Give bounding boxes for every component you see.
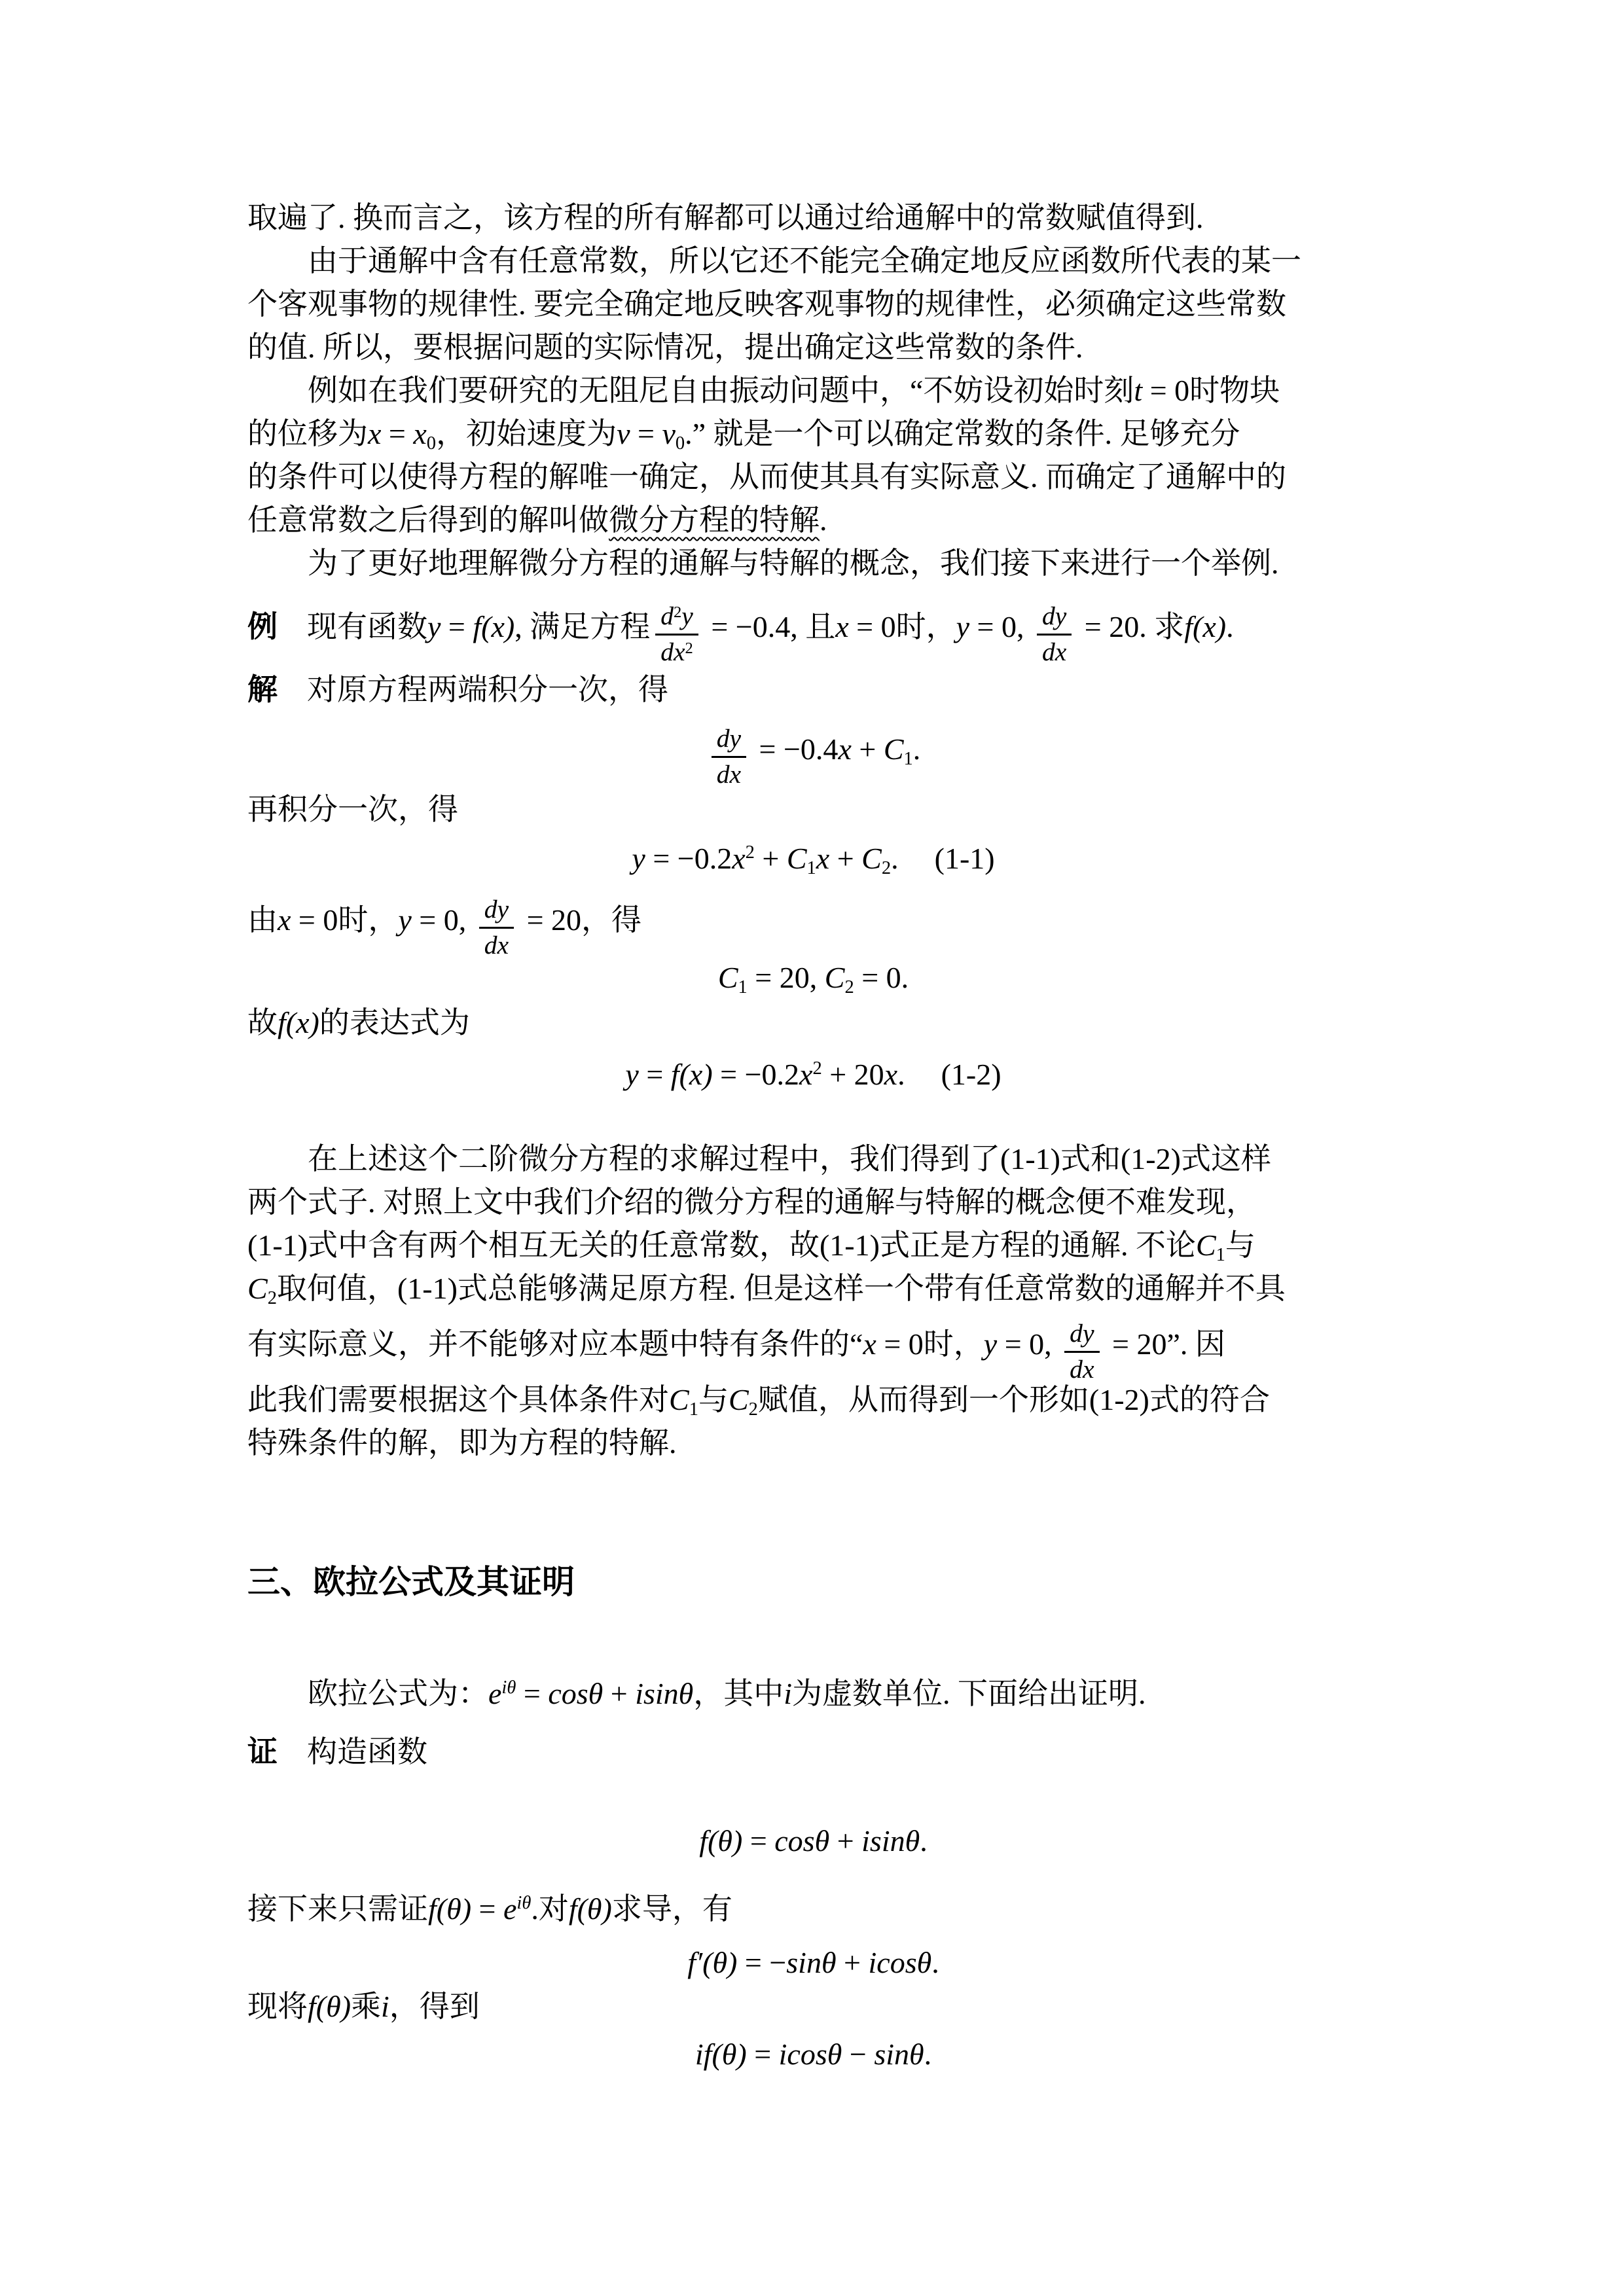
text-run: f(θ) bbox=[568, 1892, 612, 1926]
text-run: 取何值， bbox=[276, 1272, 397, 1305]
text-run: 2 bbox=[674, 603, 682, 622]
text-run: 式中含有两个相互无关的任意常数，故 bbox=[307, 1229, 820, 1262]
text-run: f(θ) bbox=[428, 1892, 472, 1926]
section-heading bbox=[247, 1559, 1379, 1605]
text-run: y bbox=[681, 601, 693, 631]
text-run: 式的符合 bbox=[1149, 1383, 1270, 1416]
fraction-denominator bbox=[712, 758, 746, 789]
text-run: + bbox=[603, 1677, 636, 1710]
text-run: 2 bbox=[881, 857, 892, 878]
equation-tag: (1-1) bbox=[934, 842, 995, 875]
text-run: dx bbox=[1041, 637, 1067, 666]
text-run: . bbox=[820, 503, 827, 537]
text-run: iθ bbox=[501, 1677, 516, 1698]
text-run: 2 bbox=[745, 842, 755, 863]
text-run: ，得到 bbox=[389, 1990, 480, 2023]
text-run: ” 就是一个可以确定常数的条件. 足够充分 bbox=[692, 417, 1240, 450]
text-run: 2 bbox=[267, 1287, 277, 1308]
text-line bbox=[247, 668, 1379, 711]
text-run: 2 bbox=[748, 1399, 758, 1420]
text-run: = 20 bbox=[519, 903, 582, 937]
text-run: y bbox=[632, 842, 645, 875]
text-run: 2 bbox=[812, 1058, 822, 1079]
text-run: dy bbox=[716, 724, 742, 753]
text-run: if(θ) bbox=[695, 2037, 747, 2071]
text-run: f′(θ) bbox=[687, 1946, 738, 1979]
text-line bbox=[247, 1730, 1379, 1773]
text-run: d bbox=[660, 601, 674, 631]
fraction bbox=[1064, 1320, 1099, 1383]
text-run: t bbox=[1134, 374, 1143, 407]
text-run: 2 bbox=[685, 639, 693, 657]
text-run: 特殊条件的解，即为方程的特解. bbox=[247, 1426, 677, 1460]
text-run: 时， bbox=[338, 903, 399, 937]
text-run: ，得 bbox=[581, 903, 642, 937]
text-run: . bbox=[924, 2037, 932, 2071]
text-run: 的位移为 bbox=[247, 417, 368, 450]
text-run: 任意常数之后得到的解叫做 bbox=[247, 503, 609, 537]
text-run: C bbox=[247, 1272, 268, 1305]
paragraph-label: 证 bbox=[247, 1734, 278, 1768]
equation-line bbox=[247, 954, 1379, 1001]
text-run: 求 bbox=[1154, 610, 1185, 643]
text-run: 时， bbox=[895, 610, 956, 643]
text-run: x bbox=[838, 732, 852, 766]
text-run: e bbox=[488, 1677, 502, 1710]
text-run: = 0. bbox=[854, 961, 909, 994]
paragraph-label: 例 bbox=[247, 609, 278, 643]
fraction-numerator bbox=[712, 725, 746, 758]
text-run: i bbox=[784, 1677, 793, 1710]
text-run: x bbox=[816, 842, 830, 875]
text-run: . bbox=[685, 417, 693, 450]
text-run: 式正是方程的通解. 不论 bbox=[879, 1229, 1196, 1262]
text-run: = bbox=[630, 417, 662, 450]
text-run: + bbox=[754, 842, 787, 875]
text-run: 为了更好地理解微分方程的通解与特解的概念，我们接下来进行一个举例. bbox=[308, 547, 1279, 580]
equation-line bbox=[247, 1941, 1379, 1985]
text-line bbox=[247, 1668, 1379, 1720]
text-run: 2 bbox=[844, 977, 854, 997]
text-line bbox=[247, 542, 1379, 585]
equation-tag: (1-2) bbox=[941, 1058, 1001, 1091]
text-run: 为虚数单位. 下面给出证明. bbox=[792, 1677, 1146, 1710]
text-run: C bbox=[824, 961, 845, 994]
text-line bbox=[247, 585, 1379, 668]
text-run: (1-1) bbox=[1000, 1142, 1060, 1175]
fraction-denominator bbox=[1037, 636, 1072, 666]
text-run: 的表达式为 bbox=[319, 1006, 470, 1039]
text-run: cosθ bbox=[774, 1824, 830, 1857]
text-line bbox=[247, 1181, 1379, 1224]
text-run: 乘 bbox=[351, 1990, 382, 2023]
text-line bbox=[247, 1378, 1379, 1422]
text-run: = 20, bbox=[747, 961, 825, 994]
text-run: 三、欧拉公式及其证明 bbox=[247, 1564, 575, 1600]
text-run: . bbox=[931, 1946, 939, 1979]
text-run: x bbox=[368, 417, 382, 450]
text-run: + bbox=[829, 1824, 862, 1857]
fraction bbox=[655, 603, 698, 666]
text-line bbox=[247, 326, 1379, 369]
equation-line bbox=[247, 1045, 1379, 1105]
text-run: = bbox=[471, 1892, 503, 1926]
text-run: y bbox=[427, 610, 441, 643]
text-run: 1 bbox=[1216, 1244, 1225, 1265]
text-run: C bbox=[717, 961, 738, 994]
text-line bbox=[247, 196, 1379, 240]
text-line bbox=[247, 412, 1379, 456]
fraction-numerator bbox=[655, 603, 698, 636]
text-line bbox=[247, 240, 1379, 283]
text-run: iθ bbox=[516, 1893, 532, 1914]
text-run: 例如在我们要研究的无阻尼自由振动问题中，“不妨设初始时刻 bbox=[308, 374, 1134, 407]
text-run: = bbox=[638, 1058, 671, 1091]
equation-line bbox=[247, 831, 1379, 886]
text-run: y bbox=[398, 903, 412, 937]
text-run: (1-1) bbox=[819, 1229, 880, 1262]
text-run: 现将 bbox=[247, 1990, 308, 2023]
text-run: 欧拉公式为： bbox=[308, 1677, 488, 1710]
text-run: dx bbox=[660, 637, 685, 666]
text-run: x bbox=[732, 842, 746, 875]
text-run: = 0, bbox=[997, 1327, 1060, 1361]
text-run: . bbox=[891, 842, 899, 875]
text-line bbox=[247, 283, 1379, 326]
text-run: 与 bbox=[1225, 1229, 1255, 1262]
text-run: 有实际意义，并不能够对应本题中特有条件的“ bbox=[247, 1327, 863, 1361]
text-run: . bbox=[531, 1892, 539, 1926]
text-run: = bbox=[742, 1824, 775, 1857]
text-run: C bbox=[728, 1383, 749, 1416]
text-run: = 20 bbox=[1104, 1327, 1167, 1361]
text-run: 取遍了. 换而言之，该方程的所有解都可以通过给通解中的常数赋值得到. bbox=[247, 201, 1204, 234]
text-run: 再积分一次，得 bbox=[247, 793, 458, 826]
text-run: = 0 bbox=[848, 610, 896, 643]
equation-line bbox=[247, 1810, 1379, 1873]
text-run: 求导，有 bbox=[611, 1892, 732, 1926]
text-run: y bbox=[983, 1327, 998, 1361]
text-run: v bbox=[617, 417, 630, 450]
text-run: C bbox=[669, 1383, 689, 1416]
fraction bbox=[712, 725, 746, 788]
text-run: isinθ bbox=[635, 1677, 694, 1710]
fraction bbox=[479, 896, 514, 959]
text-run: = 0 bbox=[876, 1327, 924, 1361]
text-run: = bbox=[441, 610, 473, 643]
text-line bbox=[247, 1985, 1379, 2028]
text-run: 0 bbox=[426, 433, 437, 454]
text-run: 式和 bbox=[1060, 1142, 1121, 1175]
text-run: = −0.4, bbox=[703, 610, 806, 643]
text-run: C bbox=[786, 842, 807, 875]
text-run: 1 bbox=[738, 977, 748, 997]
text-run: x bbox=[799, 1058, 813, 1091]
text-line bbox=[247, 1138, 1379, 1181]
text-run: + bbox=[829, 842, 862, 875]
text-run: 式这样 bbox=[1180, 1142, 1271, 1175]
text-run: . bbox=[897, 1058, 905, 1091]
text-run: i bbox=[381, 1990, 389, 2023]
text-run: + 20 bbox=[821, 1058, 884, 1091]
text-run: = −0.2 bbox=[645, 842, 732, 875]
text-run: . bbox=[912, 732, 921, 766]
text-run: + bbox=[851, 732, 884, 766]
text-run: cosθ bbox=[548, 1677, 604, 1710]
fraction bbox=[1037, 603, 1072, 666]
text-run: isinθ bbox=[861, 1824, 920, 1857]
text-run: 满足方程 bbox=[530, 610, 651, 643]
text-run: C bbox=[883, 732, 904, 766]
text-run: dy bbox=[484, 895, 509, 924]
text-run: x bbox=[884, 1058, 898, 1091]
text-run: 赋值，从而得到一个形如 bbox=[757, 1383, 1089, 1416]
text-line bbox=[247, 1267, 1379, 1310]
text-run: + bbox=[836, 1946, 869, 1979]
text-line bbox=[247, 369, 1379, 412]
text-run: v bbox=[662, 417, 676, 450]
text-run: dy bbox=[1070, 1319, 1094, 1348]
text-run: dx bbox=[484, 930, 509, 960]
text-run: dx bbox=[716, 759, 742, 789]
text-line bbox=[247, 886, 1379, 960]
text-run: 个客观事物的规律性. 要完全确定地反映客观事物的规律性，必须确定这些常数 bbox=[247, 287, 1286, 321]
text-run: f(x) bbox=[1184, 610, 1227, 643]
text-run: sinθ bbox=[874, 2037, 924, 2071]
text-run: f(x) bbox=[473, 610, 515, 643]
text-run: = bbox=[516, 1677, 549, 1710]
text-run: 且 bbox=[805, 610, 836, 643]
text-run: = 0, bbox=[969, 610, 1032, 643]
equation-line bbox=[247, 711, 1379, 788]
fraction-numerator bbox=[1064, 1320, 1099, 1353]
text-run: 对 bbox=[538, 1892, 569, 1926]
text-line bbox=[247, 1001, 1379, 1045]
text-run: 时物块 bbox=[1189, 374, 1280, 407]
text-run: 1 bbox=[689, 1399, 698, 1420]
text-run: f(x) bbox=[278, 1006, 319, 1039]
text-run: x bbox=[413, 417, 427, 450]
equation-line bbox=[247, 2028, 1379, 2081]
text-line bbox=[247, 788, 1379, 831]
text-run: = bbox=[381, 417, 414, 450]
wavy-underlined-term: 微分方程的特解 bbox=[609, 503, 820, 537]
text-run: . bbox=[920, 1824, 928, 1857]
text-run: 的值. 所以，要根据问题的实际情况，提出确定这些常数的条件. bbox=[247, 331, 1083, 364]
text-run: x bbox=[863, 1327, 876, 1361]
text-line bbox=[247, 456, 1379, 499]
text-run: − bbox=[842, 2037, 875, 2071]
text-run: dy bbox=[1041, 601, 1067, 631]
fraction-numerator bbox=[479, 896, 514, 929]
text-run: 在上述这个二阶微分方程的求解过程中，我们得到了 bbox=[308, 1142, 1000, 1175]
text-run: 接下来只需证 bbox=[247, 1892, 428, 1926]
text-run: 时， bbox=[923, 1327, 984, 1361]
text-run: 对原方程两端积分一次，得 bbox=[307, 673, 668, 706]
text-run: 1 bbox=[903, 748, 913, 769]
fraction-denominator bbox=[655, 636, 698, 666]
text-run: (1-1) bbox=[397, 1272, 458, 1305]
text-run: (1-2) bbox=[1089, 1383, 1149, 1416]
text-run: 此我们需要根据这个具体条件对 bbox=[247, 1383, 669, 1416]
text-run: = − bbox=[737, 1946, 787, 1979]
text-run: 故 bbox=[247, 1006, 278, 1039]
text-run: icosθ bbox=[868, 1946, 932, 1979]
text-run: f(x) bbox=[670, 1058, 713, 1091]
text-run: y bbox=[625, 1058, 639, 1091]
text-run: = −0.4 bbox=[751, 732, 839, 766]
text-line bbox=[247, 499, 1379, 542]
text-line bbox=[247, 1422, 1379, 1465]
text-run: = 20. bbox=[1077, 610, 1155, 643]
text-run: 式总能够满足原方程. 但是这样一个带有任意常数的通解并不具 bbox=[457, 1272, 1286, 1305]
text-run: 构造函数 bbox=[307, 1735, 427, 1768]
text-run: 1 bbox=[806, 857, 816, 878]
text-run: ，其中 bbox=[693, 1677, 784, 1710]
text-run: (1-2) bbox=[1120, 1142, 1181, 1175]
text-run: C bbox=[861, 842, 882, 875]
text-run: = −0.2 bbox=[712, 1058, 800, 1091]
text-run: = 0, bbox=[411, 903, 474, 937]
text-line bbox=[247, 1310, 1379, 1384]
text-line bbox=[247, 1224, 1379, 1267]
text-run: ，初始速度为 bbox=[436, 417, 617, 450]
text-run: . bbox=[1226, 610, 1234, 643]
text-line bbox=[247, 1883, 1379, 1935]
text-run: dx bbox=[1070, 1354, 1094, 1384]
text-run: icosθ bbox=[778, 2037, 842, 2071]
text-run: , bbox=[514, 610, 530, 643]
text-run: ”. 因 bbox=[1166, 1327, 1225, 1361]
text-run: e bbox=[503, 1892, 517, 1926]
text-run: y bbox=[956, 610, 970, 643]
text-run: (1-1) bbox=[247, 1229, 308, 1262]
paragraph-label: 解 bbox=[247, 672, 278, 706]
text-run: 由 bbox=[247, 903, 278, 937]
text-run: x bbox=[835, 610, 849, 643]
text-run: = bbox=[746, 2037, 779, 2071]
text-run: = 0 bbox=[1142, 374, 1190, 407]
text-run: f(θ) bbox=[699, 1824, 743, 1857]
text-run: f(θ) bbox=[308, 1990, 352, 2023]
text-run: C bbox=[1195, 1229, 1216, 1262]
text-run: x bbox=[278, 903, 291, 937]
text-run: 由于通解中含有任意常数，所以它还不能完全确定地反应函数所代表的某一 bbox=[308, 244, 1301, 278]
fraction-numerator bbox=[1037, 603, 1072, 636]
text-run: 0 bbox=[675, 433, 685, 454]
text-run: 的条件可以使得方程的解唯一确定，从而使其具有实际意义. 而确定了通解中的 bbox=[247, 460, 1286, 493]
text-run: 现有函数 bbox=[307, 610, 427, 643]
text-run: = 0 bbox=[291, 903, 338, 937]
text-run: 两个式子. 对照上文中我们介绍的微分方程的通解与特解的概念便不难发现， bbox=[247, 1185, 1256, 1219]
text-run: sinθ bbox=[786, 1946, 837, 1979]
text-run: 与 bbox=[698, 1383, 729, 1416]
